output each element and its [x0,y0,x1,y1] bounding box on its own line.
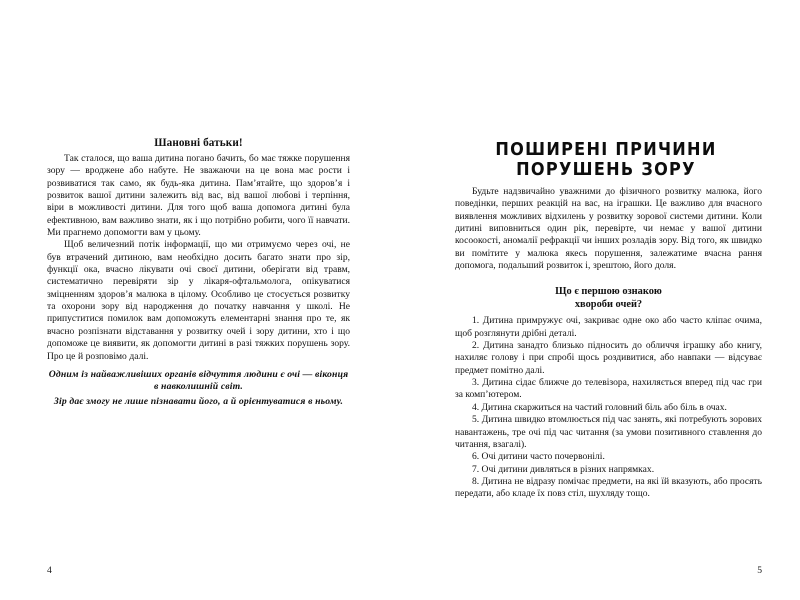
left-page-text-column [47,136,350,409]
symptoms-list [455,315,762,500]
chapter-heading-line-1: ПОШИРЕНІ ПРИЧИНИ [495,140,717,160]
chapter-heading-line-2: ПОРУШЕНЬ ЗОРУ [516,160,696,180]
section-subheading [455,285,762,311]
paragraph-1: Так сталося, що ваша дитина погано бачить, бо має тяжке порушення зору — вроджене або набуте. Не зважаючи на це вона має рости і розвиватися так само, як будь-яка дитина. Пам’ятайте, що здоров’я і розвиток вашої дитини залежить від вас, від вашої любові і терпіння, віри в можливості дитини. Для того щоб ваша допомога дитині була ефективною, вам важливо знати, як і що потрібно робити, чого її навчати. Ми прагнемо допомогти вам у цьому. [47,153,350,239]
verse-2: Зір дає змогу не лише пізнавати його, а й орієнтуватися в ньому. [53,396,344,408]
intro-paragraph: Будьте надзвичайно уважними до фізичного розвитку малюка, його поведінки, перших реакцій на вас, на іграшки. Це важливо для вчасного виявлення можливих відхилень у розвитку зорової системи дитини. Коли дитині виповниться один рік, перевірте, чи немає у вашої дитини косоокості, аномалії рефракції чи інших розладів зору. Від того, як швидко ви помітите у малюка якесь порушення, залежатиме вчасна рання допомога, подальший розвиток і, зрештою, його доля. [455,186,763,272]
list-item: 4. Дитина скаржиться на частий головний біль або біль в очах. [472,401,727,413]
folio-left: 4 [47,565,52,577]
page-title: Шановні батьки! [154,137,243,149]
verse-1: Одним із найважливіших органів відчуття людини є очі — віконця в навколишній світ. [48,368,349,393]
section-subheading-line-1: Що є першою ознакою [555,286,662,298]
list-item: 1. Дитина примружує очі, закриває одне око або часто кліпає очима, щоб розглянути дрібні деталі. [455,315,762,339]
section-subheading-line-2: хвороби очей? [574,299,643,311]
folio-right: 5 [757,565,762,577]
chapter-heading [446,140,766,180]
list-item: 7. Очі дитини дивляться в різних напрямках. [472,463,655,475]
paragraph-2: Щоб величезний потік інформації, що ми отримуємо через очі, не був втрачений дитиною, вам необхідно досить багато знати про зір, функції ока, вчасно лікувати очі своєї дитини, оберігати від травм, систематично перевіряти зір у лікаря-офтальмолога, опікуватися зміцненням здоров’я малюка в цілому. Особливо це стосується розвитку та охорони зору від народження до початку навчання у школі. Не припуститися помилок вам допоможуть елементарні знання про те, як вчасно розпізнати відставання у розвитку очей і зору дитини, хто і що допоможе це виявити, як допомогти дитині в разі тяжких порушень зору. Про це й розповімо далі. [47,239,350,362]
right-page [400,0,800,600]
list-item: 2. Дитина занадто близько підносить до обличчя іграшку або книгу, нахиляє голову і при спробі щось роздивитися, або навпаки — відсуває предмет помітно далі. [455,340,762,376]
list-item: 5. Дитина швидко втомлюється під час занять, які потребують зорових навантажень, тре очі під час читання (за умови позитивного ставлення до читання, взагалі). [455,414,762,450]
right-page-text-column [455,186,762,501]
list-item: 8. Дитина не відразу помічає предмети, на які їй вказують, або просять передати, або кладе їх повз стіл, шухляду тощо. [455,475,762,500]
list-item: 6. Очі дитини часто почервонілі. [472,451,605,463]
list-item: 3. Дитина сідає ближче до телевізора, нахиляється вперед під час гри за комп’ютером. [455,377,762,401]
